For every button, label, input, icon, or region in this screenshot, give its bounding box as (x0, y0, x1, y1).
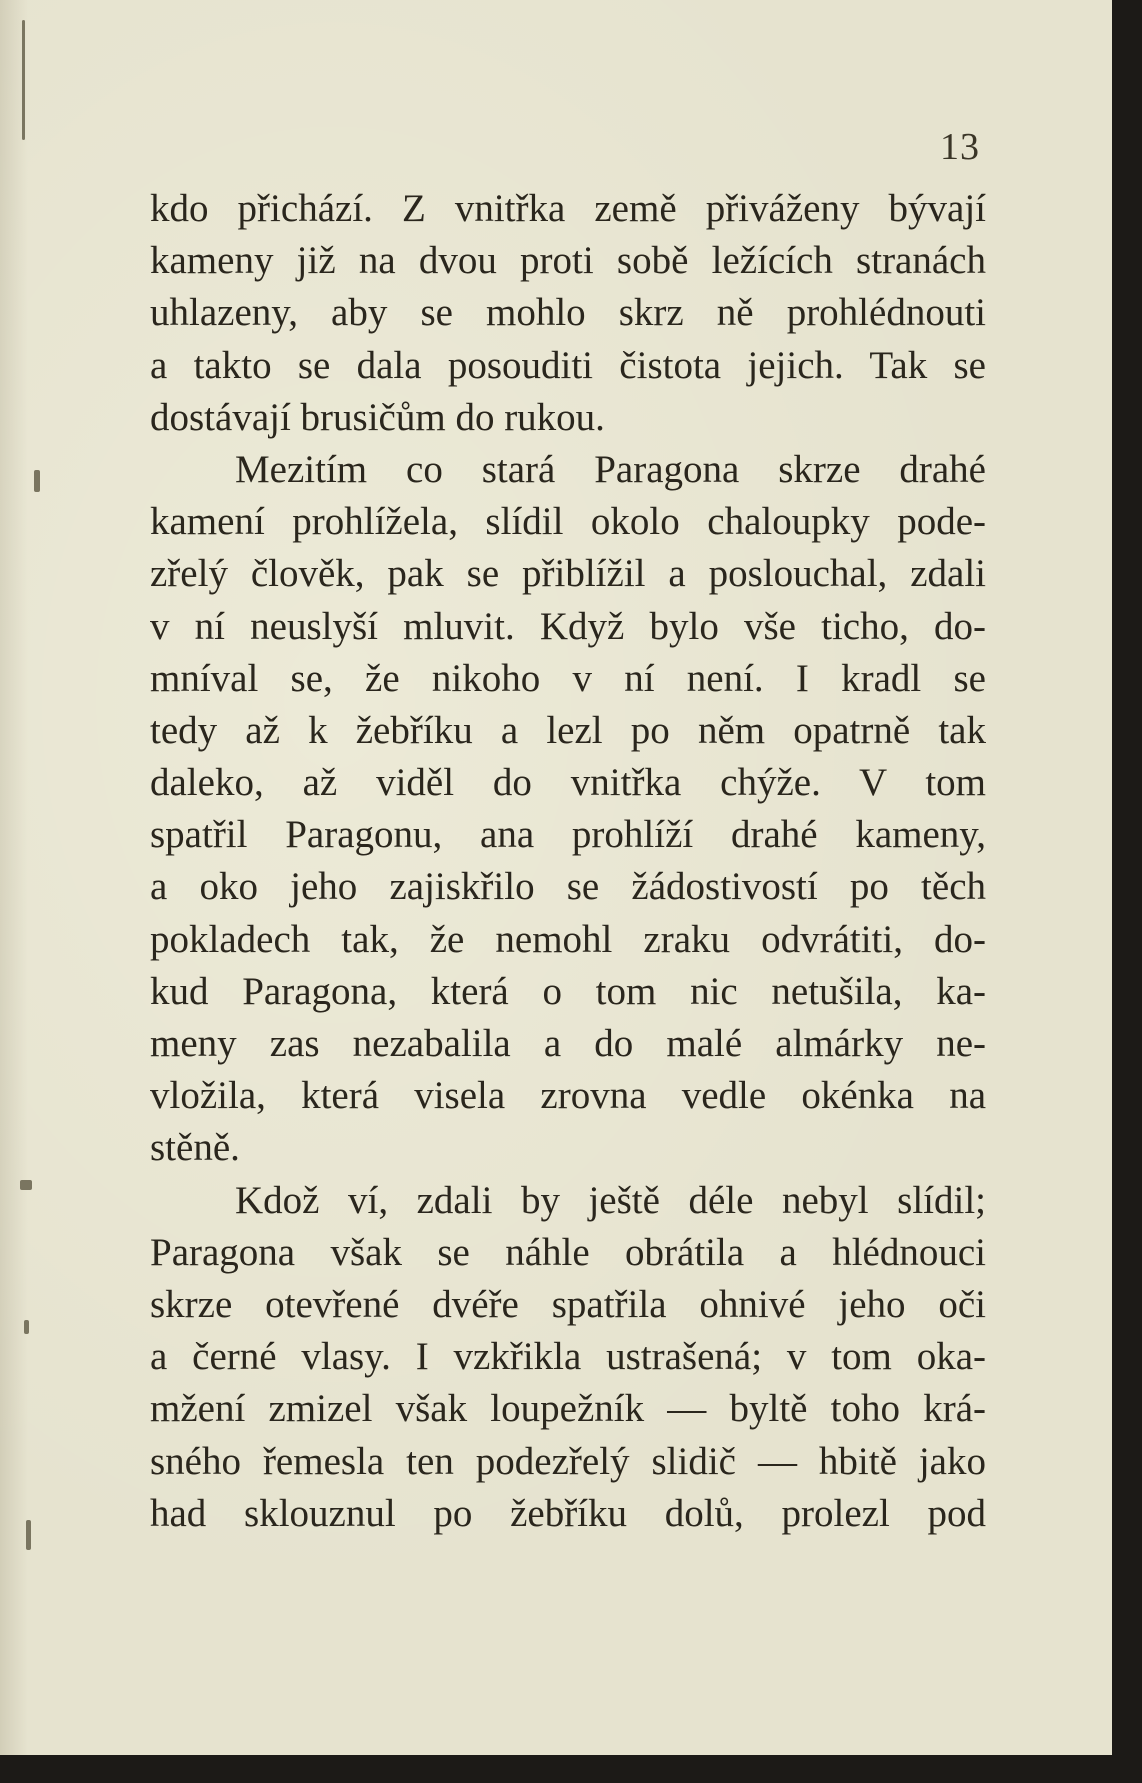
text-line: kud Paragona, která o tom nic netušila, ka- (150, 969, 986, 1013)
body-text (150, 183, 986, 1540)
edge-mark (26, 1520, 31, 1550)
text-line: dostávají brusičům do rukou. (150, 395, 605, 439)
text-line: meny zas nezabalila a do malé almárky ne- (150, 1022, 986, 1065)
edge-mark (24, 1320, 29, 1334)
text-line: had sklouznul po žebříku dolů, prolezl pod (150, 1491, 986, 1535)
page-number: 13 (940, 126, 980, 168)
text-line: vložila, která visela zrovna vedle okénka na (150, 1074, 986, 1118)
text-line: kdo přichází. Z vnitřka země přiváženy bývají (150, 187, 986, 230)
text-line: Mezitím co stará Paragona skrze drahé (235, 447, 986, 491)
text-line: uhlazeny, aby se mohlo skrz ně prohlédnouti (150, 291, 986, 335)
text-line: Kdož ví, zdali by ještě déle nebyl slídil; (235, 1178, 986, 1222)
edge-mark (34, 470, 40, 492)
edge-mark (22, 20, 25, 140)
text-line: a oko jeho zajiskřilo se žádostivostí po těch (150, 865, 986, 909)
text-line: pokladech tak, že nemohl zraku odvrátiti, do- (150, 917, 986, 961)
text-line: mžení zmizel však loupežník — byltě toho krá- (150, 1387, 986, 1431)
text-line: daleko, až viděl do vnitřka chýže. V tom (150, 761, 986, 805)
text-line: v ní neuslyší mluvit. Když bylo vše ticho, do- (150, 604, 986, 648)
text-line: Paragona však se náhle obrátila a hlédnouci (150, 1230, 986, 1274)
text-line: tedy až k žebříku a lezl po něm opatrně tak (150, 708, 986, 752)
edge-mark (20, 1180, 32, 1190)
text-line: kamení prohlížela, slídil okolo chaloupky pode- (150, 500, 986, 544)
text-line: mníval se, že nikoho v ní není. I kradl se (150, 656, 986, 700)
text-line: a černé vlasy. I vzkřikla ustrašená; v tom oka- (150, 1335, 986, 1379)
text-line: spatřil Paragonu, ana prohlíží drahé kameny, (150, 813, 986, 857)
text-line: a takto se dala posouditi čistota jejich. Tak se (150, 343, 986, 387)
text-line: skrze otevřené dvéře spatřila ohnivé jeho oči (150, 1282, 986, 1326)
text-line: sného řemesla ten podezřelý slidič — hbitě jako (150, 1439, 986, 1483)
text-line: kameny již na dvou proti sobě ležících stranách (150, 239, 986, 283)
text-line: stěně. (150, 1126, 240, 1170)
page-edge-marks (18, 0, 44, 1755)
text-line: zřelý člověk, pak se přiblížil a poslouchal, zdali (150, 552, 986, 596)
